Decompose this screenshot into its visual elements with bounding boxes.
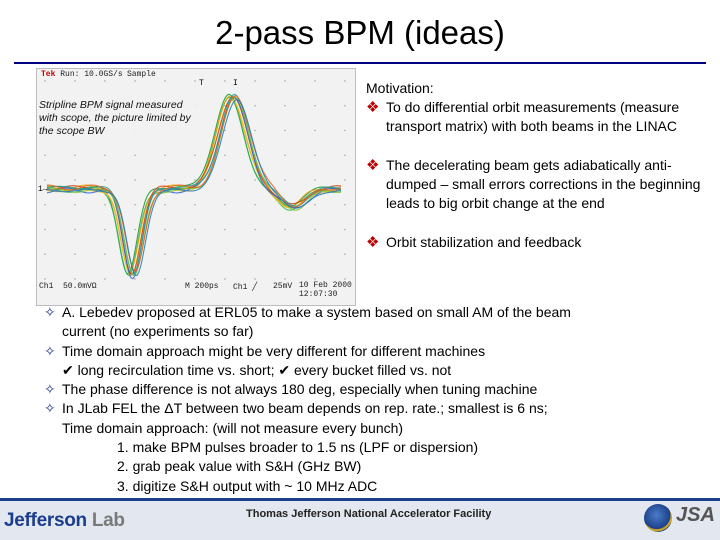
diamond-bullet-icon: ❖ bbox=[366, 234, 380, 251]
graticule-dot bbox=[224, 130, 225, 131]
graticule-dot bbox=[194, 204, 195, 205]
check-icon: ✔ bbox=[278, 361, 291, 378]
graticule-dot bbox=[164, 278, 165, 279]
list-item-text: In JLab FEL the ΔT between two beam depends on rep. rate.; smallest is 6 ns; bbox=[62, 400, 548, 417]
graticule-dot bbox=[314, 80, 315, 81]
graticule-dot bbox=[44, 155, 45, 156]
graticule-dot bbox=[104, 254, 105, 255]
scope-caption: Stripline BPM signal measured with scope, the picture limited by the scope BW bbox=[39, 99, 199, 138]
motivation-item bbox=[366, 156, 711, 213]
motivation-item bbox=[366, 233, 711, 252]
motivation-item-text: To do differential orbit measurements (measure transport matrix) with both beams in the LINAC bbox=[386, 99, 680, 134]
graticule-dot bbox=[104, 204, 105, 205]
motivation-item-text: Orbit stabilization and feedback bbox=[386, 234, 582, 250]
graticule-dot bbox=[284, 179, 285, 180]
graticule-dot bbox=[164, 204, 165, 205]
graticule-dot bbox=[74, 278, 75, 279]
scope-trigger-level: 25mV bbox=[273, 282, 293, 291]
diamond-bullet-icon: ❖ bbox=[366, 157, 380, 174]
graticule-dot bbox=[344, 204, 345, 205]
scope-screenshot bbox=[36, 68, 356, 306]
scope-trigger-channel: Ch1 ╱ bbox=[233, 283, 258, 292]
graticule-dot bbox=[254, 130, 255, 131]
logo-text-jefferson: Jefferson bbox=[4, 510, 92, 531]
graticule-dot bbox=[284, 105, 285, 106]
graticule-dot bbox=[164, 254, 165, 255]
numbered-step: 2. grab peak value with S&H (GHz BW) bbox=[117, 458, 362, 475]
scope-run-rate: Run: 10.0GS/s bbox=[60, 70, 123, 79]
graticule-dot bbox=[164, 179, 165, 180]
scope-mode: Sample bbox=[127, 70, 156, 79]
list-item bbox=[44, 380, 704, 399]
list-sub-line bbox=[44, 361, 704, 380]
graticule-dot bbox=[254, 179, 255, 180]
graticule-dot bbox=[314, 155, 315, 156]
graticule-dot bbox=[254, 278, 255, 279]
graticule-dot bbox=[194, 229, 195, 230]
graticule-dot bbox=[134, 204, 135, 205]
star-bullet-icon: ✧ bbox=[44, 304, 56, 320]
jefferson-lab-logo bbox=[4, 510, 125, 532]
numbered-step: 3. digitize S&H output with ~ 10 MHz ADC bbox=[117, 477, 378, 494]
graticule-dot bbox=[164, 229, 165, 230]
list-item bbox=[44, 342, 704, 361]
graticule-dot bbox=[344, 254, 345, 255]
trigger-marker-icon: T bbox=[199, 79, 204, 88]
graticule-dot bbox=[224, 179, 225, 180]
scope-datestamp bbox=[299, 281, 352, 299]
graticule-dot bbox=[164, 80, 165, 81]
motivation-section bbox=[366, 80, 711, 252]
graticule-dot bbox=[44, 80, 45, 81]
graticule-dot bbox=[254, 80, 255, 81]
graticule-dot bbox=[284, 229, 285, 230]
numbered-step: 1. make BPM pulses broader to 1.5 ns (LPF or dispersion) bbox=[117, 439, 479, 456]
graticule-dot bbox=[344, 229, 345, 230]
graticule-dot bbox=[254, 254, 255, 255]
list-item-text: Time domain approach might be very different for different machines bbox=[62, 342, 486, 359]
graticule-dot bbox=[74, 80, 75, 81]
graticule-dot bbox=[314, 105, 315, 106]
graticule-dot bbox=[224, 155, 225, 156]
list-item-continuation: current (no experiments so far) bbox=[62, 323, 254, 340]
graticule-dot bbox=[224, 80, 225, 81]
jsa-logo: JSA bbox=[676, 504, 715, 526]
graticule-dot bbox=[74, 179, 75, 180]
graticule-dot bbox=[134, 278, 135, 279]
motivation-item bbox=[366, 98, 711, 136]
graticule-dot bbox=[224, 229, 225, 230]
diamond-bullet-icon: ❖ bbox=[366, 99, 380, 116]
graticule-dot bbox=[224, 204, 225, 205]
graticule-dot bbox=[344, 179, 345, 180]
facility-name: Thomas Jefferson National Accelerator Facility bbox=[246, 508, 492, 520]
list-item-text: The phase difference is not always 180 deg, especially when tuning machine bbox=[62, 381, 538, 398]
scope-header bbox=[41, 70, 123, 79]
graticule-dot bbox=[74, 155, 75, 156]
graticule-dot bbox=[164, 155, 165, 156]
graticule-dot bbox=[224, 254, 225, 255]
graticule-dot bbox=[344, 278, 345, 279]
list-item-continuation: Time domain approach: (will not measure every bunch) bbox=[62, 419, 404, 436]
graticule-dot bbox=[194, 155, 195, 156]
graticule-dot bbox=[224, 278, 225, 279]
graticule-dot bbox=[74, 229, 75, 230]
doe-seal-icon bbox=[644, 504, 672, 532]
graticule-dot bbox=[314, 204, 315, 205]
graticule-dot bbox=[284, 80, 285, 81]
motivation-heading: Motivation: bbox=[366, 80, 434, 96]
ideas-list bbox=[44, 303, 704, 496]
list-item-text: A. Lebedev proposed at ERL05 to make a system based on small AM of the beam bbox=[62, 304, 571, 320]
graticule-dot bbox=[74, 254, 75, 255]
graticule-dot bbox=[284, 278, 285, 279]
scope-time-scale: M 200ps bbox=[185, 282, 219, 291]
graticule-dot bbox=[44, 229, 45, 230]
graticule-dot bbox=[314, 179, 315, 180]
graticule-dot bbox=[104, 179, 105, 180]
graticule-dot bbox=[344, 130, 345, 131]
graticule-dot bbox=[194, 278, 195, 279]
graticule-dot bbox=[194, 179, 195, 180]
graticule-dot bbox=[314, 229, 315, 230]
graticule-dot bbox=[254, 105, 255, 106]
graticule-dot bbox=[44, 278, 45, 279]
star-bullet-icon: ✧ bbox=[44, 400, 56, 417]
channel-marker-icon: 1→ bbox=[38, 185, 48, 194]
graticule-dot bbox=[344, 155, 345, 156]
sub-item-text: long recirculation time vs. short; bbox=[77, 361, 275, 378]
graticule-dot bbox=[194, 80, 195, 81]
sub-item-text: every bucket filled vs. not bbox=[294, 361, 452, 378]
check-icon: ✔ bbox=[62, 361, 74, 378]
star-bullet-icon: ✧ bbox=[44, 342, 56, 359]
graticule-dot bbox=[314, 130, 315, 131]
title-underline bbox=[14, 62, 706, 64]
trigger-marker-icon: I bbox=[233, 79, 238, 88]
graticule-dot bbox=[74, 204, 75, 205]
graticule-dot bbox=[44, 179, 45, 180]
graticule-dot bbox=[44, 254, 45, 255]
graticule-dot bbox=[134, 155, 135, 156]
scope-volt-scale: 50.0mVΩ bbox=[63, 282, 97, 291]
scope-brand: Tek bbox=[41, 70, 56, 79]
list-item bbox=[44, 303, 704, 322]
logo-text-lab: Lab bbox=[91, 510, 125, 531]
graticule-dot bbox=[104, 155, 105, 156]
star-bullet-icon: ✧ bbox=[44, 381, 56, 398]
graticule-dot bbox=[344, 80, 345, 81]
graticule-dot bbox=[314, 278, 315, 279]
graticule-dot bbox=[254, 229, 255, 230]
graticule-dot bbox=[284, 254, 285, 255]
graticule-dot bbox=[44, 204, 45, 205]
graticule-dot bbox=[344, 105, 345, 106]
list-item bbox=[44, 399, 704, 418]
scope-date: 10 Feb 2000 bbox=[299, 281, 352, 290]
graticule-dot bbox=[134, 179, 135, 180]
motivation-item-text: The decelerating beam gets adiabatically anti-dumped – small errors corrections in the beginning leads to big orbit change at the end bbox=[386, 157, 701, 211]
graticule-dot bbox=[104, 229, 105, 230]
scope-time: 12:07:30 bbox=[299, 290, 338, 299]
graticule-dot bbox=[284, 155, 285, 156]
graticule-dot bbox=[194, 254, 195, 255]
graticule-dot bbox=[104, 278, 105, 279]
graticule-dot bbox=[254, 204, 255, 205]
graticule-dot bbox=[314, 254, 315, 255]
graticule-dot bbox=[134, 229, 135, 230]
graticule-dot bbox=[134, 80, 135, 81]
scope-channel-label: Ch1 bbox=[39, 282, 54, 291]
slide-title: 2-pass BPM (ideas) bbox=[215, 14, 505, 51]
graticule-dot bbox=[104, 80, 105, 81]
graticule-dot bbox=[284, 130, 285, 131]
